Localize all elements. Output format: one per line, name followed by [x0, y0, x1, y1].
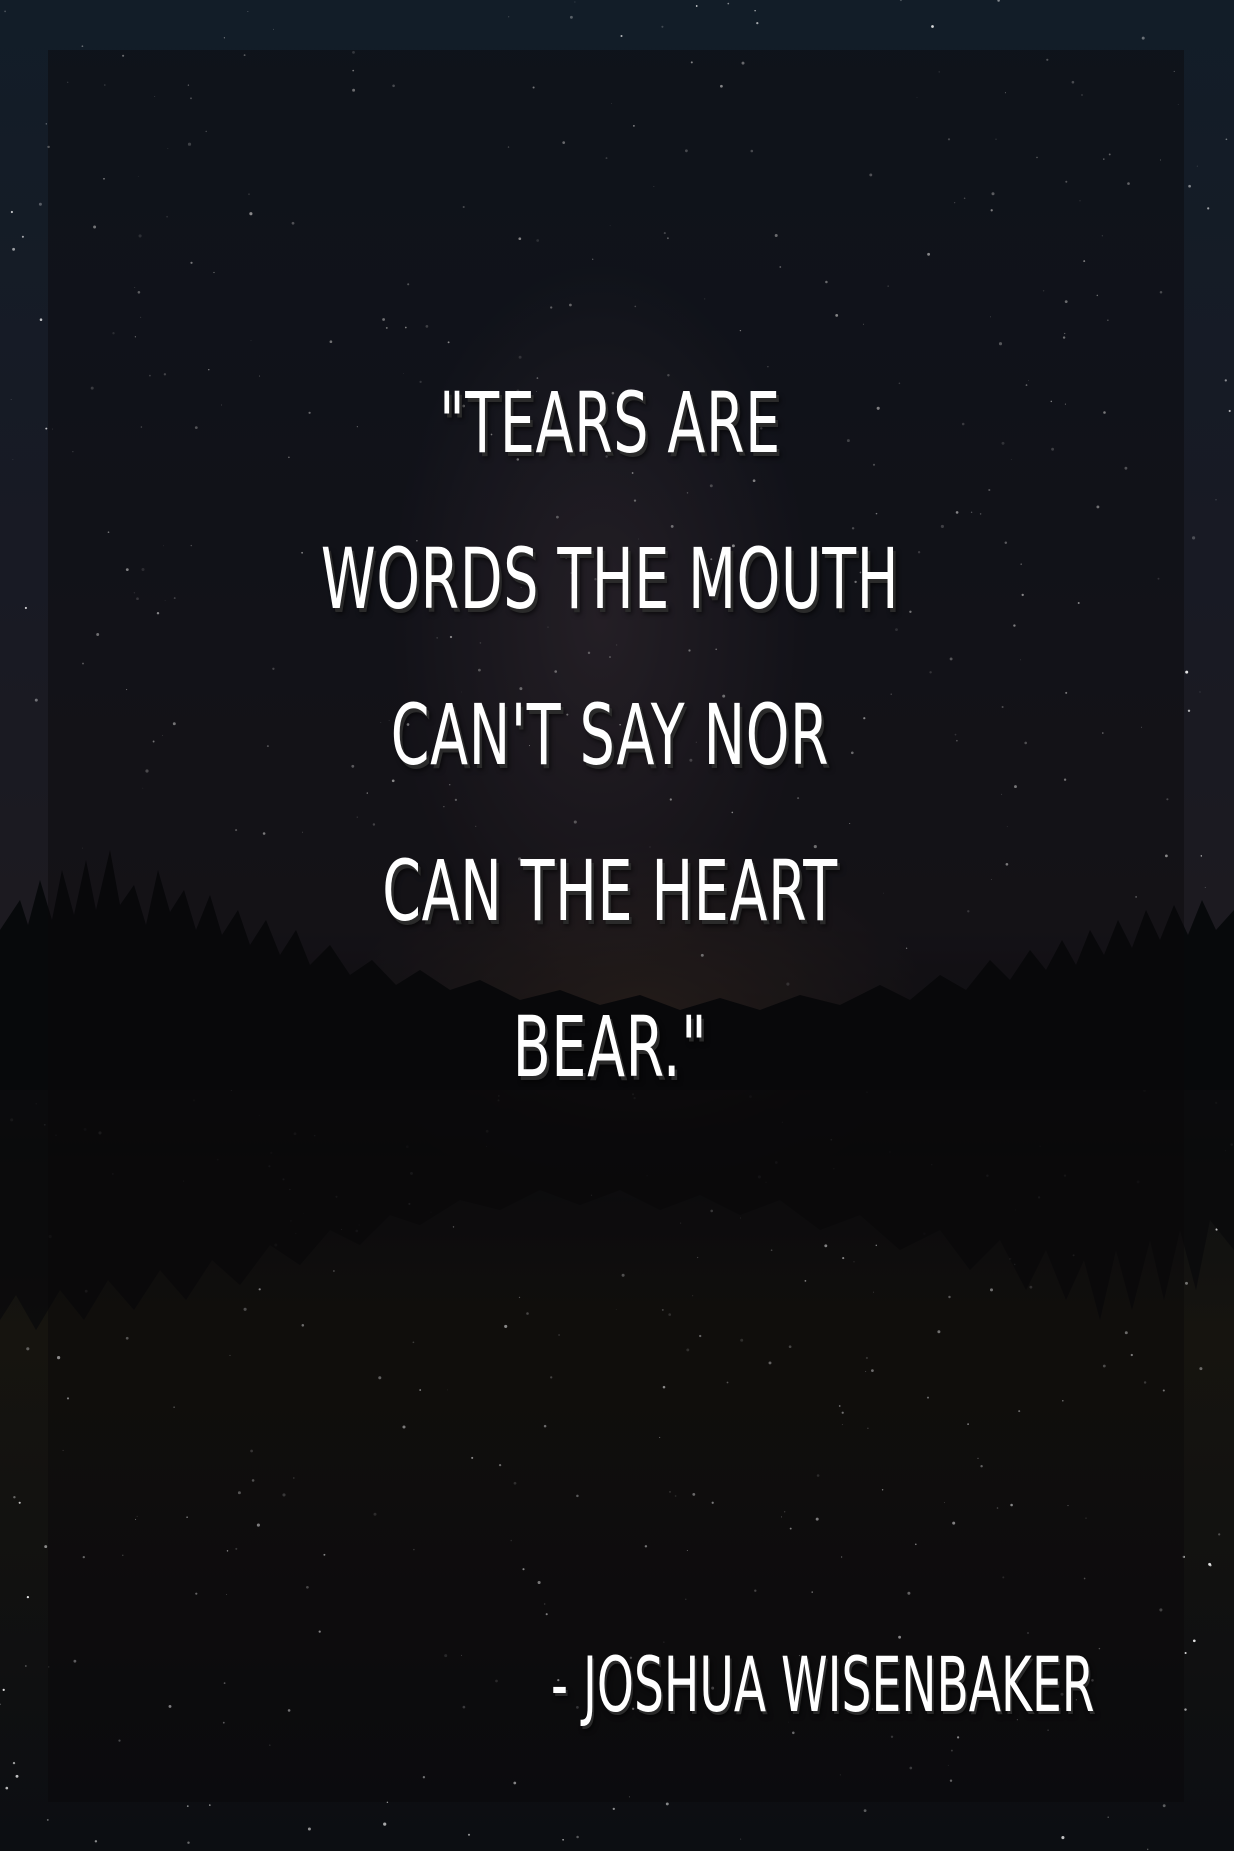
star — [1193, 1639, 1196, 1642]
star — [187, 1841, 189, 1843]
star — [756, 22, 758, 24]
star — [13, 459, 14, 460]
star — [570, 16, 573, 19]
star — [187, 1805, 189, 1807]
star — [1184, 1708, 1186, 1710]
star — [1185, 1652, 1187, 1654]
quote-line: "TEARS ARE — [439, 374, 781, 472]
star — [27, 1596, 29, 1598]
star — [383, 1823, 386, 1826]
star — [666, 1802, 669, 1805]
star — [308, 1828, 311, 1831]
star — [1225, 379, 1227, 381]
star — [1199, 1367, 1202, 1370]
star — [754, 10, 755, 11]
star — [39, 203, 42, 206]
star — [4, 11, 6, 13]
star — [613, 1808, 615, 1810]
star — [1229, 410, 1231, 412]
star — [1208, 1563, 1211, 1566]
star — [19, 1502, 21, 1504]
star — [248, 11, 249, 12]
star — [1185, 1282, 1188, 1285]
quote-line: WORDS THE MOUTH — [320, 530, 900, 628]
star — [727, 3, 729, 5]
star — [1207, 207, 1209, 209]
star — [1061, 1836, 1064, 1839]
star — [44, 1545, 47, 1548]
star — [46, 123, 47, 124]
star — [1218, 1533, 1220, 1535]
star — [740, 1839, 741, 1840]
star — [1107, 1817, 1108, 1818]
star — [13, 1496, 15, 1498]
star — [82, 45, 84, 47]
star — [1188, 185, 1191, 188]
star — [1216, 500, 1217, 501]
star — [11, 399, 12, 400]
star — [1201, 855, 1202, 856]
star — [1163, 1804, 1166, 1807]
star — [562, 1839, 564, 1841]
star — [273, 29, 274, 30]
quote-line: BEAR." — [512, 998, 708, 1096]
star — [696, 5, 698, 7]
star — [3, 1689, 5, 1691]
star — [47, 1819, 49, 1821]
star — [12, 248, 15, 251]
star — [1205, 887, 1206, 888]
star — [5, 1787, 8, 1790]
star — [900, 0, 902, 1]
star — [22, 236, 24, 238]
star — [13, 1762, 15, 1764]
star — [11, 211, 13, 213]
star — [1226, 138, 1228, 140]
star — [35, 699, 38, 702]
star — [468, 1834, 470, 1836]
star — [1188, 710, 1190, 712]
star — [1142, 37, 1145, 40]
star — [864, 1809, 867, 1812]
star — [1200, 692, 1201, 693]
star — [0, 1704, 1, 1705]
star — [16, 1775, 19, 1778]
star — [574, 2, 575, 3]
star — [95, 1840, 97, 1842]
quote-text — [320, 345, 901, 1125]
star — [209, 1804, 211, 1806]
star — [997, 0, 1000, 2]
star — [1147, 1849, 1148, 1850]
star — [661, 26, 663, 28]
star — [931, 25, 934, 28]
quote-line: CAN THE HEART — [382, 842, 838, 940]
star — [45, 428, 47, 430]
star — [25, 607, 27, 609]
star — [1185, 671, 1188, 674]
quote-line: CAN'T SAY NOR — [390, 686, 830, 784]
star — [40, 318, 43, 321]
star — [508, 17, 509, 18]
star — [25, 1665, 26, 1666]
star — [26, 1347, 29, 1350]
star — [620, 35, 622, 37]
star — [1192, 536, 1195, 539]
star — [576, 1836, 579, 1839]
star — [224, 37, 225, 38]
star — [1197, 166, 1198, 167]
quote-author: - JOSHUA WISENBAKER — [550, 1640, 1094, 1729]
